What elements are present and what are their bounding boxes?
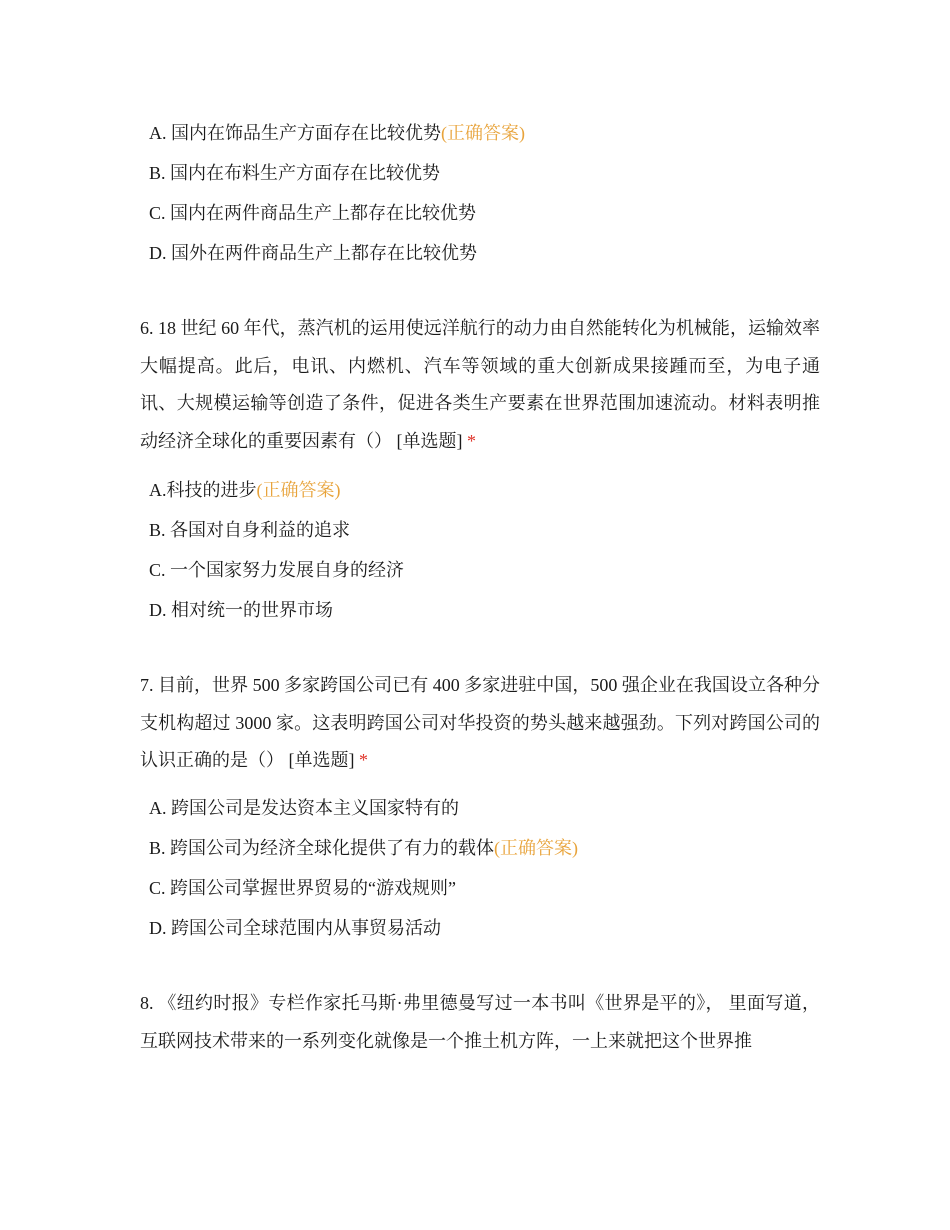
option-c bbox=[140, 878, 820, 918]
correct-answer-label: (正确答案) bbox=[494, 838, 579, 858]
option-a bbox=[140, 798, 820, 838]
option-a bbox=[140, 480, 820, 520]
question-6 bbox=[140, 310, 820, 460]
option-d bbox=[140, 600, 820, 640]
option-text: C. 跨国公司掌握世界贸易的“游戏规则” bbox=[149, 878, 456, 898]
question-stem-text: 6. 18 世纪 60 年代，蒸汽机的运用使远洋航行的动力由自然能转化为机械能，运输效率大幅提高。此后，电讯、内燃机、汽车等领域的重大创新成果接踵而至，为电子通讯、大规模运输等创造了条件，促进各类生产要素在世界范围加速流动。材料表明推动经济全球化的重要因素有（） [单选题] bbox=[140, 318, 820, 451]
question-stem bbox=[140, 667, 820, 780]
option-text: B. 各国对自身利益的追求 bbox=[149, 520, 351, 540]
option-text: A. 国内在饰品生产方面存在比较优势 bbox=[149, 123, 441, 143]
option-text: A. 跨国公司是发达资本主义国家特有的 bbox=[149, 798, 459, 818]
option-b bbox=[140, 520, 820, 560]
option-b bbox=[140, 163, 820, 203]
question-5-options bbox=[140, 123, 820, 283]
question-stem bbox=[140, 310, 820, 460]
option-text: B. 跨国公司为经济全球化提供了有力的载体 bbox=[149, 838, 495, 858]
required-mark: * bbox=[467, 430, 476, 451]
option-text: C. 国内在两件商品生产上都存在比较优势 bbox=[149, 203, 477, 223]
option-c bbox=[140, 203, 820, 243]
question-7 bbox=[140, 667, 820, 780]
option-text: D. 国外在两件商品生产上都存在比较优势 bbox=[149, 243, 477, 263]
option-b bbox=[140, 838, 820, 878]
question-8 bbox=[140, 985, 820, 1060]
option-d bbox=[140, 243, 820, 283]
option-text: D. 相对统一的世界市场 bbox=[149, 600, 333, 620]
correct-answer-label: (正确答案) bbox=[441, 123, 525, 143]
option-text: B. 国内在布料生产方面存在比较优势 bbox=[149, 163, 441, 183]
option-text: C. 一个国家努力发展自身的经济 bbox=[149, 560, 405, 580]
option-text: D. 跨国公司全球范围内从事贸易活动 bbox=[149, 918, 441, 938]
question-stem-text: 7. 目前，世界 500 多家跨国公司已有 400 多家进驻中国，500 强企业在我国设立各种分支机构超过 3000 家。这表明跨国公司对华投资的势头越来越强劲。下列对跨国公司的认识正确的是（） [单选题] bbox=[140, 675, 820, 770]
question-stem-text: 8. 《纽约时报》专栏作家托马斯·弗里德曼写过一本书叫《世界是平的》， 里面写道，互联网技术带来的一系列变化就像是一个推土机方阵，一上来就把这个世界推 bbox=[140, 993, 820, 1051]
option-d bbox=[140, 918, 820, 958]
option-a bbox=[140, 123, 820, 163]
question-stem bbox=[140, 985, 820, 1060]
question-6-options bbox=[140, 480, 820, 640]
correct-answer-label: (正确答案) bbox=[256, 480, 341, 500]
required-mark: * bbox=[359, 750, 368, 770]
option-text: A.科技的进步 bbox=[149, 480, 257, 500]
question-7-options bbox=[140, 798, 820, 958]
option-c bbox=[140, 560, 820, 600]
